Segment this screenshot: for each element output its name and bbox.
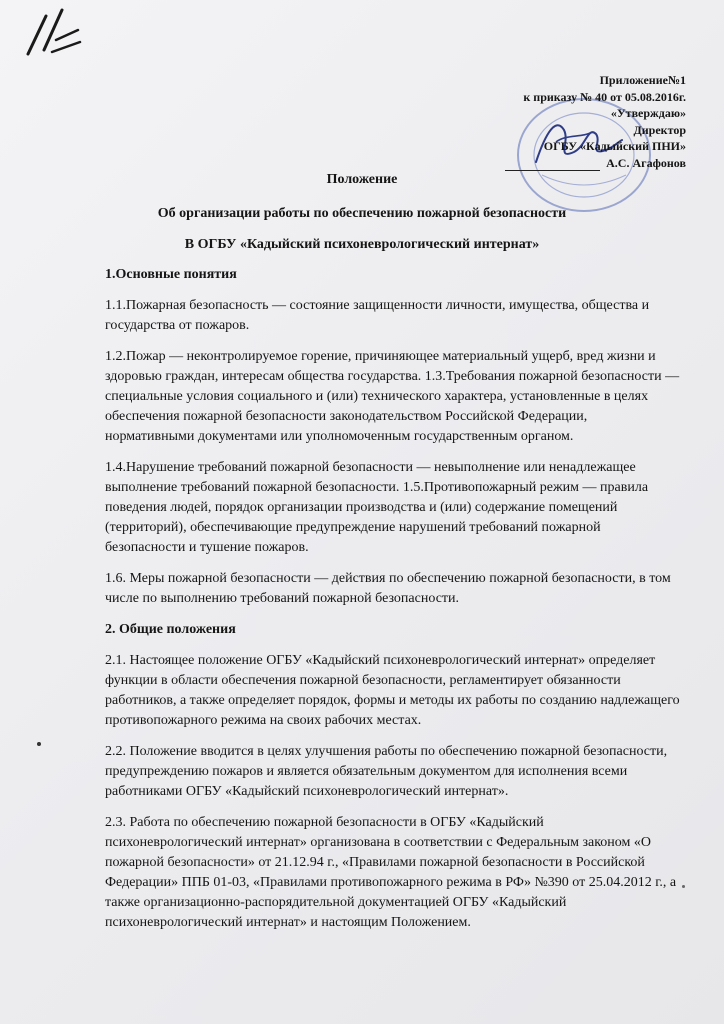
doc-organization-title: В ОГБУ «Кадыйский психоневрологический интернат» — [184, 237, 540, 252]
paragraph-1-1: 1.1.Пожарная безопасность — состояние защищенности личности, имущества, общества и государства от пожаров. — [105, 298, 650, 333]
handwritten-mark — [22, 6, 82, 64]
doc-subtitle: Об организации работы по обеспечению пожарной безопасности — [157, 206, 567, 221]
position-label: Директор — [633, 122, 686, 137]
signature-underline — [505, 170, 600, 171]
scan-speck — [682, 885, 685, 888]
director-name: А.С. Агафонов — [606, 155, 686, 170]
approve-label: «Утверждаю» — [610, 106, 686, 120]
paragraph-1-4: 1.4.Нарушение требований пожарной безопасности — невыполнение или ненадлежащее выполнение требований пожарной безопасности. 1.5.Противопожарный режим — правила поведения людей, порядок организации производства и (или) содержание помещений (территорий), обеспечивающие предупреждение нарушений требований пожарной безопасности и тушение пожаров. — [105, 460, 649, 555]
paragraph-2-3: 2.3. Работа по обеспечению пожарной безопасности в ОГБУ «Кадыйский психоневрологический интернат» организована в соответствии с Федеральным законом «О пожарной безопасности» от 21.12.94 г., «Правилами пожарной безопасности в Российской Федерации» ППБ 01-03, «Правилами противопожарного режима в РФ» №390 от 25.04.2012 г., а также организационно-распорядительной документацией ОГБУ «Кадыйский психоневрологический интернат» и настоящим Положением. — [105, 815, 677, 930]
section-heading-2: 2. Общие положения — [105, 622, 236, 637]
organization-label: ОГБУ «Кадыйский ПНИ» — [543, 139, 686, 153]
document-body — [105, 265, 680, 944]
paragraph-2-1: 2.1. Настоящее положение ОГБУ «Кадыйский психоневрологический интернат» определяет функции в области обеспечения пожарной безопасности, регламентирует обязанности работников, а также определяет порядок, формы и методы их работы по созданию надлежащего противопожарного режима на своих рабочих местах. — [105, 653, 680, 728]
doc-title: Положение — [326, 172, 398, 187]
paragraph-1-6: 1.6. Меры пожарной безопасности — действия по обеспечению пожарной безопасности, в том числе по выполнению требований пожарной безопасности. — [105, 571, 671, 606]
section-heading-1: 1.Основные понятия — [105, 267, 237, 282]
scan-speck — [37, 742, 41, 746]
signatory-line — [446, 155, 686, 172]
order-reference: к приказу № 40 от 05.08.2016г. — [523, 89, 686, 104]
approval-block — [446, 72, 686, 171]
paragraph-2-2: 2.2. Положение вводится в целях улучшения работы по обеспечению пожарной безопасности, предупреждению пожаров и является обязательным документом для исполнения всеми работниками ОГБУ «Кадыйский психоневрологический интернат». — [105, 744, 668, 799]
paragraph-1-2: 1.2.Пожар — неконтролируемое горение, причиняющее материальный ущерб, вред жизни и здоровью граждан, интересам общества государства. 1.3.Требования пожарной безопасности — специальные условия социального и (или) технического характера, установленные в целях обеспечения пожарной безопасности законодательством Российской Федерации, нормативными документами или уполномоченным государственным органом. — [105, 349, 680, 444]
appendix-label: Приложение№1 — [599, 73, 686, 87]
